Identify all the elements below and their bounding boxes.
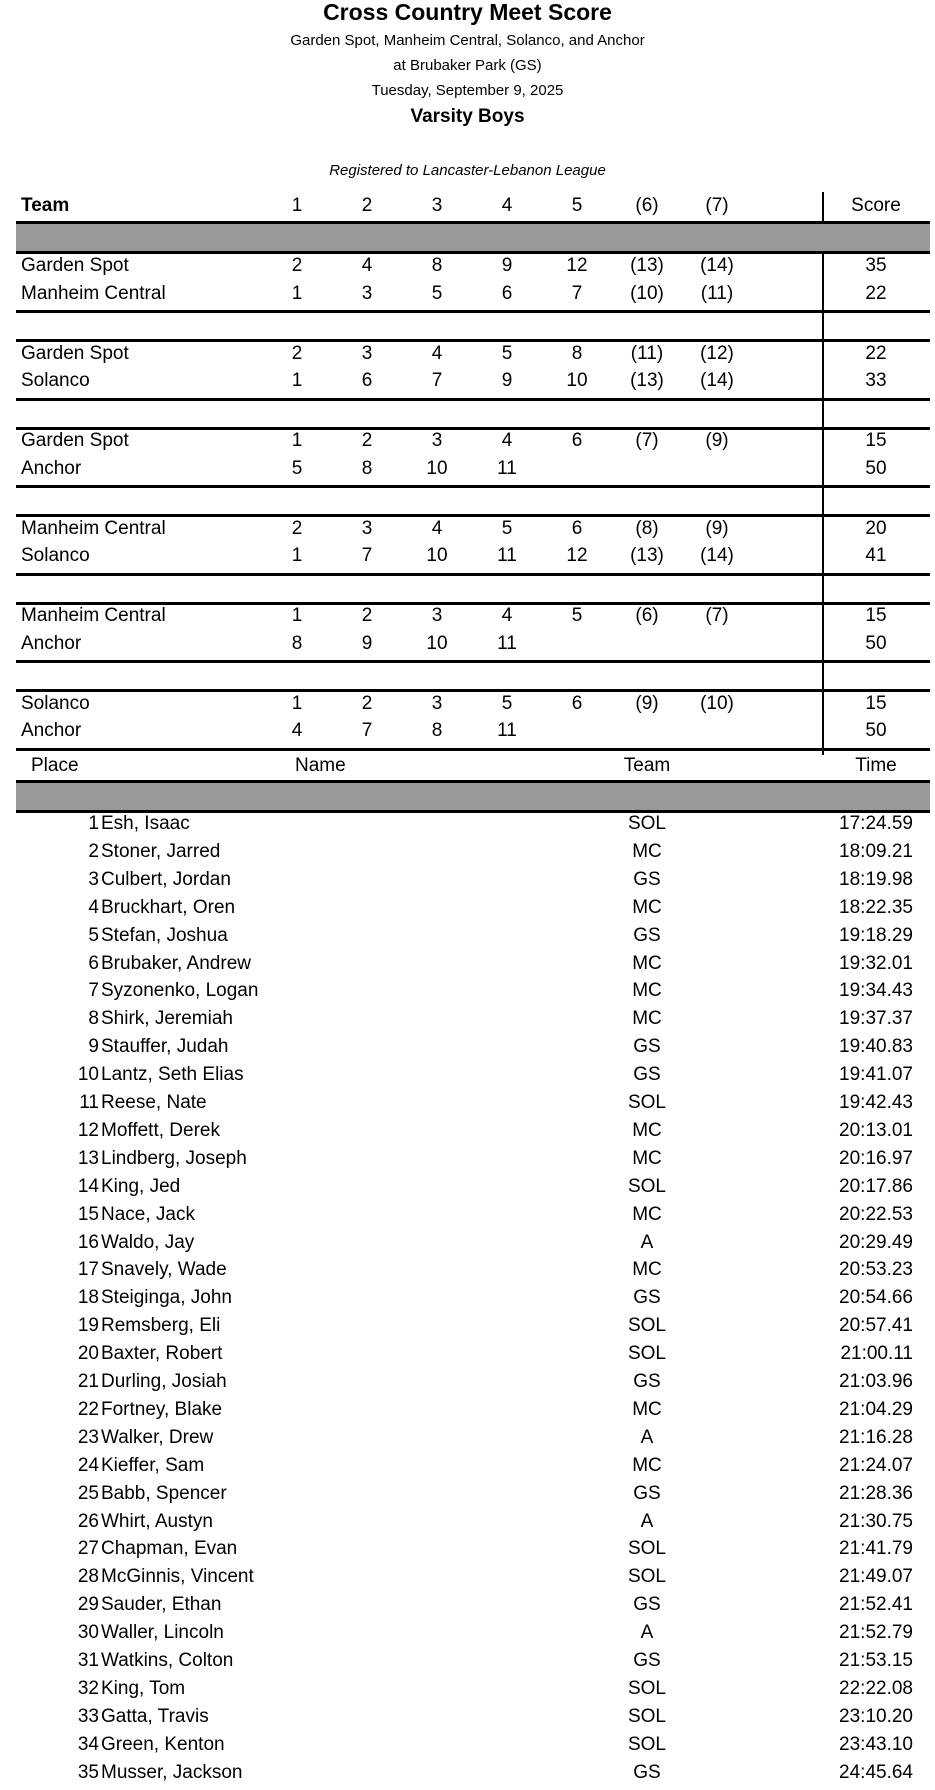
team-score: 15	[865, 605, 887, 626]
runner-place: (14)	[700, 255, 734, 276]
runner-place: (14)	[700, 370, 734, 391]
runner-place: 5	[501, 517, 513, 539]
runner-time: 20:13.01	[839, 1119, 913, 1141]
runner-place: 5	[431, 282, 443, 304]
runner-place: 1	[291, 430, 303, 451]
team-name: Garden Spot	[21, 430, 129, 451]
runner-place: 2	[361, 692, 373, 714]
runner-place: 29	[77, 1594, 99, 1616]
runner-place: 7	[361, 545, 373, 566]
matchup-rule	[16, 748, 930, 751]
runner-place: 2	[291, 342, 303, 364]
runner-place: 35	[77, 1761, 99, 1783]
band-rule	[16, 251, 930, 254]
matchup-rule	[16, 689, 930, 692]
runner-place: 8	[291, 632, 303, 654]
runner-name: Reese, Nate	[101, 1092, 207, 1113]
runner-team: MC	[632, 1259, 662, 1281]
runner-place: 2	[291, 517, 303, 539]
runner-place: (13)	[630, 545, 664, 566]
runner-time: 20:53.23	[839, 1259, 913, 1281]
runner-place: (8)	[635, 517, 659, 539]
runner-name: King, Jed	[101, 1175, 181, 1197]
place-column-header: 1	[291, 195, 303, 216]
team-score: 50	[865, 632, 887, 654]
runner-place: 7	[571, 282, 583, 304]
team-score: 41	[865, 545, 887, 566]
runner-name: Lindberg, Joseph	[101, 1147, 247, 1169]
runner-time: 24:45.64	[839, 1761, 913, 1783]
runner-place: 10	[426, 545, 448, 566]
runner-place: (13)	[630, 370, 664, 391]
runner-time: 21:28.36	[839, 1482, 913, 1504]
runner-place: 10	[426, 632, 448, 654]
runner-place: 21	[77, 1371, 99, 1392]
runner-time: 22:22.08	[839, 1677, 913, 1699]
runner-name: Stauffer, Judah	[101, 1036, 229, 1058]
runner-team: MC	[632, 952, 662, 974]
runner-place: (10)	[700, 692, 734, 714]
score-column-header: Score	[851, 195, 901, 216]
runner-team: GS	[633, 1650, 661, 1671]
runner-name: Stefan, Joshua	[101, 924, 228, 946]
runner-place: 4	[431, 517, 443, 539]
runner-place: 7	[431, 370, 443, 391]
runner-name: Whirt, Austyn	[101, 1510, 213, 1532]
team-name: Anchor	[21, 632, 82, 654]
place-column-header: 3	[431, 195, 443, 216]
runner-team: GS	[633, 1036, 661, 1058]
runner-place: 6	[501, 282, 513, 304]
runner-place: 30	[77, 1622, 99, 1644]
runner-place: 4	[291, 720, 303, 741]
meet-date: Tuesday, September 9, 2025	[371, 82, 564, 99]
team-score: 50	[865, 720, 887, 741]
runner-place: 9	[501, 255, 513, 276]
runner-time: 18:09.21	[839, 840, 913, 862]
runner-time: 19:41.07	[839, 1064, 913, 1086]
runner-place: (9)	[705, 430, 729, 451]
team-name: Garden Spot	[21, 342, 129, 364]
runner-team: MC	[632, 1203, 662, 1225]
runner-place: 19	[77, 1315, 99, 1337]
runner-place: 16	[77, 1231, 99, 1253]
runner-place: 8	[571, 342, 583, 364]
place-column-header: Place	[31, 755, 79, 776]
matchup-rule	[16, 398, 930, 401]
runner-place: 8	[431, 720, 443, 741]
runner-place: (11)	[700, 282, 734, 304]
team-score: 20	[865, 517, 887, 539]
team-score: 22	[865, 342, 887, 364]
runner-place: 2	[361, 430, 373, 451]
runner-time: 21:16.28	[839, 1426, 913, 1448]
results-gray-band	[16, 783, 930, 811]
runner-place: 12	[566, 545, 588, 566]
runner-name: Esh, Isaac	[101, 813, 190, 834]
runner-place: 7	[361, 720, 373, 741]
runner-time: 20:54.66	[839, 1287, 913, 1309]
runner-time: 20:16.97	[839, 1147, 913, 1169]
runner-team: SOL	[627, 1092, 667, 1113]
runner-name: Nace, Jack	[101, 1203, 195, 1225]
runner-team: SOL	[627, 813, 667, 834]
runner-name: Green, Kenton	[101, 1733, 225, 1755]
score-divider	[822, 192, 824, 755]
runner-place: (13)	[630, 255, 664, 276]
runner-team: A	[640, 1622, 654, 1644]
runner-team: GS	[633, 1761, 661, 1783]
runner-time: 20:57.41	[839, 1315, 913, 1337]
runner-place: 1	[291, 692, 303, 714]
runner-place: 4	[431, 342, 443, 364]
runner-time: 21:03.96	[839, 1371, 913, 1392]
runner-place: (6)	[635, 605, 659, 626]
runner-team: MC	[632, 1147, 662, 1169]
runner-place: 11	[497, 720, 517, 741]
runner-place: 9	[361, 632, 373, 654]
runner-team: A	[640, 1510, 654, 1532]
runner-place: 1	[291, 545, 303, 566]
runner-name: Brubaker, Andrew	[101, 952, 251, 974]
runner-place: (7)	[705, 605, 729, 626]
runner-name: McGinnis, Vincent	[101, 1566, 254, 1588]
team-name: Solanco	[21, 692, 90, 714]
runner-name: Chapman, Evan	[101, 1538, 238, 1560]
header-gray-band	[16, 224, 930, 252]
place-column-header: (7)	[705, 195, 729, 216]
runner-time: 21:49.07	[839, 1566, 913, 1588]
runner-name: Fortney, Blake	[101, 1398, 223, 1420]
runner-place: (7)	[635, 430, 659, 451]
runner-place: (12)	[700, 342, 734, 364]
runner-time: 23:10.20	[839, 1705, 913, 1727]
runner-time: 19:37.37	[839, 1008, 913, 1030]
runner-time: 18:19.98	[839, 868, 913, 890]
runner-place: 1	[88, 813, 99, 834]
runner-place: 8	[88, 1008, 99, 1030]
runner-place: 9	[501, 370, 513, 391]
runner-time: 21:30.75	[839, 1510, 913, 1532]
runner-place: 11	[497, 632, 517, 654]
runner-place: 28	[77, 1566, 99, 1588]
runner-name: Waller, Lincoln	[101, 1622, 224, 1644]
matchup-rule	[16, 427, 930, 430]
runner-time: 20:29.49	[839, 1231, 913, 1253]
runner-team: SOL	[627, 1733, 667, 1755]
runner-place: 11	[497, 457, 517, 479]
runner-place: (9)	[705, 517, 729, 539]
runner-name: King, Tom	[101, 1677, 186, 1699]
runner-place: (14)	[700, 545, 734, 566]
runner-place: 5	[501, 342, 513, 364]
team-name: Manheim Central	[21, 605, 166, 626]
runner-place: 6	[361, 370, 373, 391]
runner-name: Steiginga, John	[101, 1287, 232, 1309]
division-title: Varsity Boys	[410, 106, 525, 127]
runner-place: 8	[431, 255, 443, 276]
runner-name: Gatta, Travis	[101, 1705, 209, 1727]
runner-time: 21:04.29	[839, 1398, 913, 1420]
runner-place: 4	[361, 255, 373, 276]
runner-place: 6	[571, 692, 583, 714]
runner-team: GS	[633, 1594, 661, 1616]
runner-place: 32	[77, 1677, 99, 1699]
place-column-header: 4	[501, 195, 513, 216]
runner-team: GS	[633, 868, 661, 890]
runner-name: Walker, Drew	[101, 1426, 214, 1448]
runner-place: 3	[361, 282, 373, 304]
runner-place: 4	[501, 430, 513, 451]
runner-name: Watkins, Colton	[101, 1650, 234, 1671]
runner-team: MC	[632, 896, 662, 918]
matchup-rule	[16, 339, 930, 342]
team-score: 50	[865, 457, 887, 479]
runner-place: 3	[361, 517, 373, 539]
runner-place: 2	[291, 255, 303, 276]
runner-place: 15	[77, 1203, 99, 1225]
matchup-rule	[16, 485, 930, 488]
runner-place: 1	[291, 370, 303, 391]
runner-place: 5	[88, 924, 99, 946]
runner-name: Syzonenko, Logan	[101, 980, 259, 1002]
runner-place: (9)	[635, 692, 659, 714]
runner-team: GS	[633, 1371, 661, 1392]
runner-name: Culbert, Jordan	[101, 868, 231, 890]
runner-time: 20:17.86	[839, 1175, 913, 1197]
runner-place: (11)	[630, 342, 664, 364]
runner-place: 27	[77, 1538, 99, 1560]
runner-place: 3	[361, 342, 373, 364]
runner-team: GS	[633, 924, 661, 946]
runner-team: SOL	[627, 1566, 667, 1588]
runner-place: 22	[77, 1398, 99, 1420]
runner-name: Snavely, Wade	[101, 1259, 227, 1281]
team-name: Anchor	[21, 720, 82, 741]
runner-place: 31	[77, 1650, 99, 1671]
runner-place: 7	[88, 980, 99, 1002]
matchup-rule	[16, 310, 930, 313]
team-name: Garden Spot	[21, 255, 129, 276]
runner-place: 11	[79, 1092, 99, 1113]
place-column-header: (6)	[635, 195, 659, 216]
runner-place: 4	[501, 605, 513, 626]
matchup-rule	[16, 573, 930, 576]
team-name: Manheim Central	[21, 282, 166, 304]
runner-time: 19:42.43	[839, 1092, 913, 1113]
runner-place: 24	[77, 1454, 99, 1476]
runner-place: 6	[571, 517, 583, 539]
runner-team: GS	[633, 1482, 661, 1504]
runner-name: Baxter, Robert	[101, 1343, 223, 1365]
runner-team: SOL	[627, 1343, 667, 1365]
runner-place: 6	[88, 952, 99, 974]
team-score: 33	[865, 370, 887, 391]
team-column-header: Team	[21, 195, 70, 216]
runner-time: 19:32.01	[839, 952, 913, 974]
runner-team: MC	[632, 1398, 662, 1420]
runner-place: 1	[291, 282, 303, 304]
runner-place: 20	[77, 1343, 99, 1365]
runner-place: 3	[431, 430, 443, 451]
team-name: Solanco	[21, 370, 90, 391]
runner-name: Bruckhart, Oren	[101, 896, 236, 918]
runner-place: 3	[431, 692, 443, 714]
runner-name: Kieffer, Sam	[101, 1454, 205, 1476]
runner-team: MC	[632, 1008, 662, 1030]
meet-venue: at Brubaker Park (GS)	[393, 57, 542, 74]
runner-place: 33	[77, 1705, 99, 1727]
runner-time: 21:52.79	[839, 1622, 913, 1644]
team-name: Solanco	[21, 545, 90, 566]
team-score: 22	[865, 282, 887, 304]
team-score: 35	[865, 255, 887, 276]
runner-place: 2	[361, 605, 373, 626]
runner-place: 25	[77, 1482, 99, 1504]
name-column-header: Name	[295, 755, 346, 776]
runner-team: MC	[632, 840, 662, 862]
runner-time: 21:24.07	[839, 1454, 913, 1476]
runner-name: Shirk, Jeremiah	[101, 1008, 233, 1030]
runner-team: A	[640, 1426, 654, 1448]
runner-time: 21:52.41	[839, 1594, 913, 1616]
runner-place: 26	[77, 1510, 99, 1532]
runner-place: 13	[77, 1147, 99, 1169]
place-column-header: 2	[361, 195, 373, 216]
place-column-header: 5	[571, 195, 583, 216]
runner-time: 23:43.10	[839, 1733, 913, 1755]
runner-place: 17	[77, 1259, 99, 1281]
team-score: 15	[865, 692, 887, 714]
runner-team: GS	[633, 1064, 661, 1086]
runner-place: (10)	[630, 282, 664, 304]
runner-place: 18	[77, 1287, 99, 1309]
runner-team: SOL	[627, 1315, 667, 1337]
runner-team: A	[640, 1231, 654, 1253]
runner-place: 11	[497, 545, 517, 566]
runner-place: 5	[291, 457, 303, 479]
league-registration: Registered to Lancaster-Lebanon League	[329, 162, 606, 179]
runner-place: 34	[77, 1733, 99, 1755]
team-name: Manheim Central	[21, 517, 166, 539]
runner-place: 10	[566, 370, 588, 391]
runner-time: 19:18.29	[839, 924, 913, 946]
runner-place: 12	[77, 1119, 99, 1141]
runner-time: 19:40.83	[839, 1036, 913, 1058]
time-column-header: Time	[855, 755, 897, 776]
runner-team: SOL	[627, 1175, 667, 1197]
runner-place: 3	[431, 605, 443, 626]
runner-place: 4	[88, 896, 99, 918]
team-name: Anchor	[21, 457, 82, 479]
runner-place: 23	[77, 1426, 99, 1448]
runner-place: 5	[501, 692, 513, 714]
page-title: Cross Country Meet Score	[323, 0, 612, 25]
runner-name: Waldo, Jay	[101, 1231, 195, 1253]
meet-teams: Garden Spot, Manheim Central, Solanco, and Anchor	[290, 32, 645, 49]
runner-place: 10	[77, 1064, 99, 1086]
runner-place: 3	[88, 868, 99, 890]
runner-name: Remsberg, Eli	[101, 1315, 221, 1337]
runner-time: 21:53.15	[839, 1650, 913, 1671]
runner-name: Musser, Jackson	[101, 1761, 243, 1783]
runner-time: 19:34.43	[839, 980, 913, 1002]
matchup-rule	[16, 660, 930, 663]
runner-team: SOL	[627, 1677, 667, 1699]
runner-time: 20:22.53	[839, 1203, 913, 1225]
runner-time: 18:22.35	[839, 896, 913, 918]
runner-team: SOL	[627, 1705, 667, 1727]
runner-place: 10	[426, 457, 448, 479]
runner-place: 2	[88, 840, 99, 862]
runner-time: 21:00.11	[840, 1343, 913, 1365]
runner-place: 8	[361, 457, 373, 479]
runner-place: 12	[566, 255, 588, 276]
runner-team: MC	[632, 1454, 662, 1476]
runner-time: 17:24.59	[839, 813, 913, 834]
runner-place: 1	[291, 605, 303, 626]
team-score: 15	[865, 430, 887, 451]
runner-place: 6	[571, 430, 583, 451]
runner-place: 5	[571, 605, 583, 626]
runner-name: Stoner, Jarred	[101, 840, 221, 862]
runner-name: Durling, Josiah	[101, 1371, 227, 1392]
runner-time: 21:41.79	[839, 1538, 913, 1560]
runner-name: Sauder, Ethan	[101, 1594, 222, 1616]
runner-place: 14	[77, 1175, 99, 1197]
runner-name: Moffett, Derek	[101, 1119, 220, 1141]
runner-team: MC	[632, 980, 662, 1002]
runner-team: MC	[632, 1119, 662, 1141]
runner-name: Lantz, Seth Elias	[101, 1064, 244, 1086]
runner-name: Babb, Spencer	[101, 1482, 227, 1504]
runner-team: GS	[633, 1287, 661, 1309]
runner-place: 9	[88, 1036, 99, 1058]
runner-team: SOL	[627, 1538, 667, 1560]
team-column-header: Team	[623, 755, 671, 776]
